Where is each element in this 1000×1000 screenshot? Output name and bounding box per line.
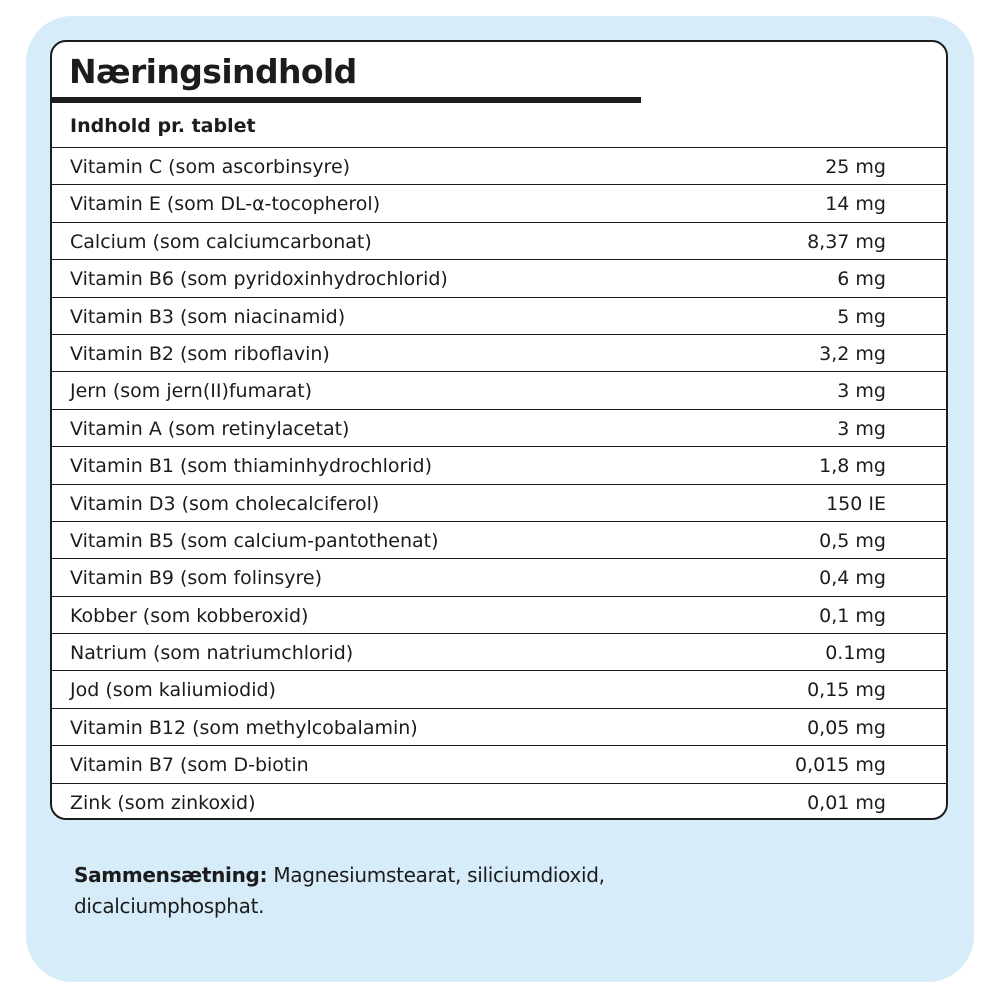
nutrient-rows [52, 148, 946, 820]
table-row [52, 335, 946, 372]
nutrient-name: Vitamin B2 (som riboflavin) [70, 342, 330, 365]
nutrient-amount: 14 mg [825, 193, 886, 216]
nutrient-amount: 5 mg [837, 305, 886, 328]
nutrient-name: Vitamin B9 (som folinsyre) [70, 567, 323, 590]
nutrient-amount: 150 IE [826, 492, 886, 515]
nutrient-name: Jod (som kaliumiodid) [70, 679, 276, 702]
table-row [52, 671, 946, 708]
nutrient-amount: 0,1 mg [819, 604, 886, 627]
nutrient-name: Natrium (som natriumchlorid) [70, 642, 354, 665]
table-row [52, 298, 946, 335]
table-row [52, 485, 946, 522]
nutrient-amount: 0,015 mg [794, 754, 886, 777]
nutrient-name: Vitamin B1 (som thiaminhydrochlorid) [70, 455, 433, 478]
table-row [52, 148, 946, 185]
table-row [52, 784, 946, 820]
nutrient-name: Zink (som zinkoxid) [70, 791, 256, 814]
composition-label: Sammensætning: [74, 863, 268, 887]
nutrient-amount: 25 mg [825, 156, 886, 178]
nutrient-name: Vitamin C (som ascorbinsyre) [70, 156, 351, 178]
nutrient-name: Kobber (som kobberoxid) [70, 604, 309, 627]
table-row [52, 223, 946, 260]
nutrient-amount: 1,8 mg [819, 455, 886, 478]
nutrient-amount: 0.1mg [825, 642, 886, 665]
nutrient-amount: 3,2 mg [819, 342, 886, 365]
nutrient-name: Vitamin E (som DL-α-tocopherol) [70, 193, 381, 216]
nutrient-name: Calcium (som calciumcarbonat) [70, 230, 372, 253]
nutrient-amount: 3 mg [837, 417, 886, 440]
nutrient-name: Jern (som jern(II)fumarat) [70, 380, 313, 403]
nutrient-amount: 6 mg [837, 268, 886, 291]
nutrient-name: Vitamin D3 (som cholecalciferol) [70, 492, 380, 515]
nutrient-name: Vitamin B6 (som pyridoxinhydrochlorid) [70, 268, 448, 291]
nutrition-table [50, 40, 948, 820]
nutrient-amount: 8,37 mg [807, 230, 886, 253]
nutrient-name: Vitamin A (som retinylacetat) [70, 417, 350, 440]
table-row [52, 597, 946, 634]
nutrient-amount: 0,05 mg [807, 716, 886, 739]
nutrient-name: Vitamin B7 (som D-biotin [70, 754, 309, 777]
nutrient-amount: 0,4 mg [819, 567, 886, 590]
nutrient-name: Vitamin B12 (som methylcobalamin) [70, 716, 418, 739]
nutrient-amount: 0,01 mg [807, 791, 886, 814]
table-row [52, 447, 946, 484]
table-row [52, 634, 946, 671]
nutrient-amount: 0,5 mg [819, 529, 886, 552]
table-row [52, 559, 946, 596]
nutrient-name: Vitamin B3 (som niacinamid) [70, 305, 346, 328]
nutrient-amount: 3 mg [837, 380, 886, 403]
nutrient-amount: 0,15 mg [807, 679, 886, 702]
table-row [52, 185, 946, 222]
table-row [52, 522, 946, 559]
table-subheader [52, 103, 946, 148]
table-row [52, 372, 946, 409]
table-row [52, 260, 946, 297]
table-row [52, 709, 946, 746]
per-tablet-label: Indhold pr. tablet [70, 115, 256, 137]
table-row [52, 746, 946, 783]
nutrient-name: Vitamin B5 (som calcium-pantothenat) [70, 529, 439, 552]
composition-note [74, 860, 714, 922]
composition-text: Magnesiumstearat, siliciumdioxid, dicalciumphosphat. [74, 863, 605, 918]
nutrition-title: Næringsindhold [69, 52, 357, 91]
table-row [52, 410, 946, 447]
